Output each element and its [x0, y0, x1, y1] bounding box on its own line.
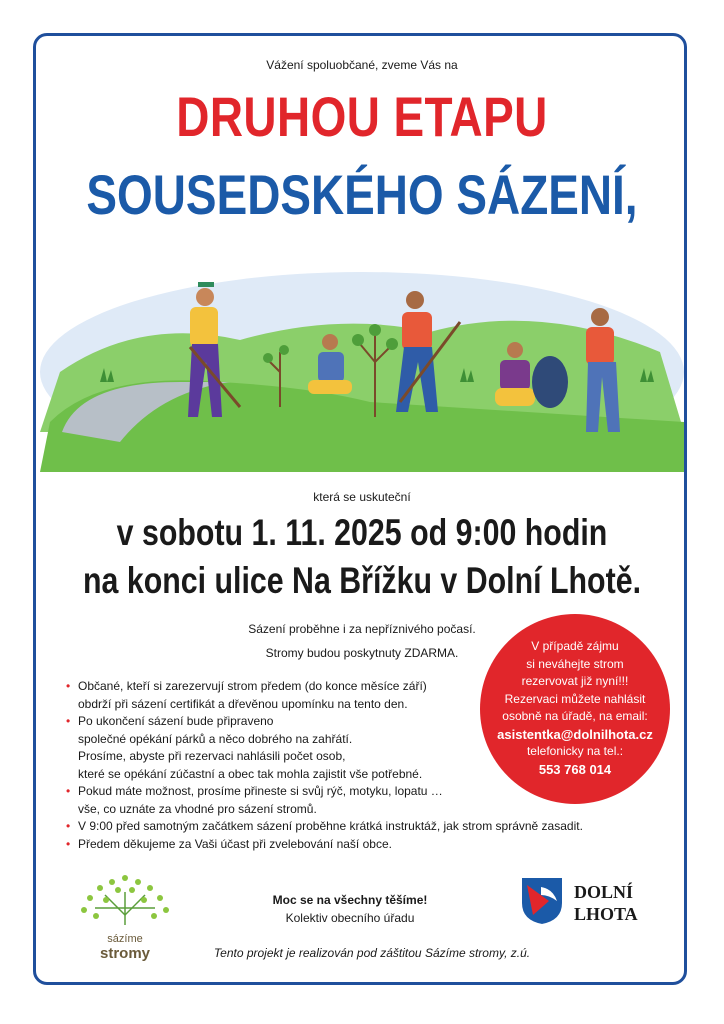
dolni-lhota-crest-icon [519, 875, 565, 927]
logo-right-line2: LHOTA [574, 904, 638, 924]
bullet-line: obdrží při sázení certifikát a dřevěnou upomínku na tento den. [78, 696, 408, 711]
circle-line: Rezervaci můžete nahlásit [504, 691, 646, 706]
closing-bold: Moc se na všechny těšíme! [272, 893, 428, 907]
footer-note: Tento projekt je realizován pod záštitou Sázíme stromy, z.ú. [213, 946, 531, 960]
list-item [66, 783, 666, 818]
circle-line: rezervovat již nyní!!! [521, 674, 629, 688]
tree-planting-illustration [40, 232, 684, 472]
weather-note: Sázení proběhne i za nepříznivého počasí. [248, 622, 476, 636]
subline: která se uskuteční [313, 490, 411, 504]
list-item [66, 818, 666, 836]
bullet-line: • Předem děkujeme za Vaši účast při zvelebování naší obce. [78, 836, 392, 851]
free-trees-note: Stromy budou poskytnuty ZDARMA. [265, 646, 459, 660]
circle-line: si neváhejte strom [526, 656, 624, 671]
bullet-line: společné opékání párků a něco dobrého na zahřátí. [78, 731, 353, 746]
list-item [66, 678, 666, 713]
closing-signature: Kolektiv obecního úřadu [285, 911, 415, 925]
circle-line: osobně na úřadě, na email: [502, 709, 648, 723]
intro-text: Vážení spoluobčané, zveme Vás na [266, 58, 458, 72]
contact-phone[interactable]: 553 768 014 [538, 761, 612, 777]
bullet-line: • V 9:00 před samotným začátkem sázení proběhne krátká instruktáž, jak strom správně zasadit. [78, 819, 583, 833]
bullet-line: vše, co uznáte za vhodné pro sázení stromů. [78, 801, 317, 816]
info-bullets [66, 678, 666, 853]
headline-blue: SOUSEDSKÉHO SÁZENÍ, [86, 163, 638, 226]
bullet-line: které se opékání zúčastní a obec tak mohla zajistit vše potřebné. [78, 766, 423, 781]
bullet-line: • Po ukončení sázení bude připraveno [78, 714, 274, 728]
date-line: v sobotu 1. 11. 2025 od 9:00 hodin [116, 512, 608, 553]
place-line: na konci ulice Na Břížku v Dolní Lhotě. [82, 560, 642, 601]
list-item [66, 836, 666, 854]
bullet-line: Prosíme, abyste při rezervaci nahlásili počet osob, [78, 749, 346, 763]
list-item [66, 713, 666, 783]
headline-red: DRUHOU ETAPU [176, 85, 548, 148]
logo-right [574, 881, 638, 925]
logo-right-line1: DOLNÍ [574, 882, 634, 902]
logo-left-line2: stromy [99, 945, 151, 962]
bullet-line: • Pokud máte možnost, prosíme přineste si svůj rýč, motyku, lopatu … [78, 784, 443, 798]
phone-label: telefonicky na tel.: [526, 744, 624, 758]
contact-email[interactable]: asistentka@dolnilhota.cz [497, 726, 653, 742]
bullet-line: • Občané, kteří si zarezervují strom předem (do konce měsíce září) [78, 679, 427, 693]
logo-left-line1: sázíme [107, 933, 143, 945]
circle-line: V případě zájmu [531, 639, 619, 653]
